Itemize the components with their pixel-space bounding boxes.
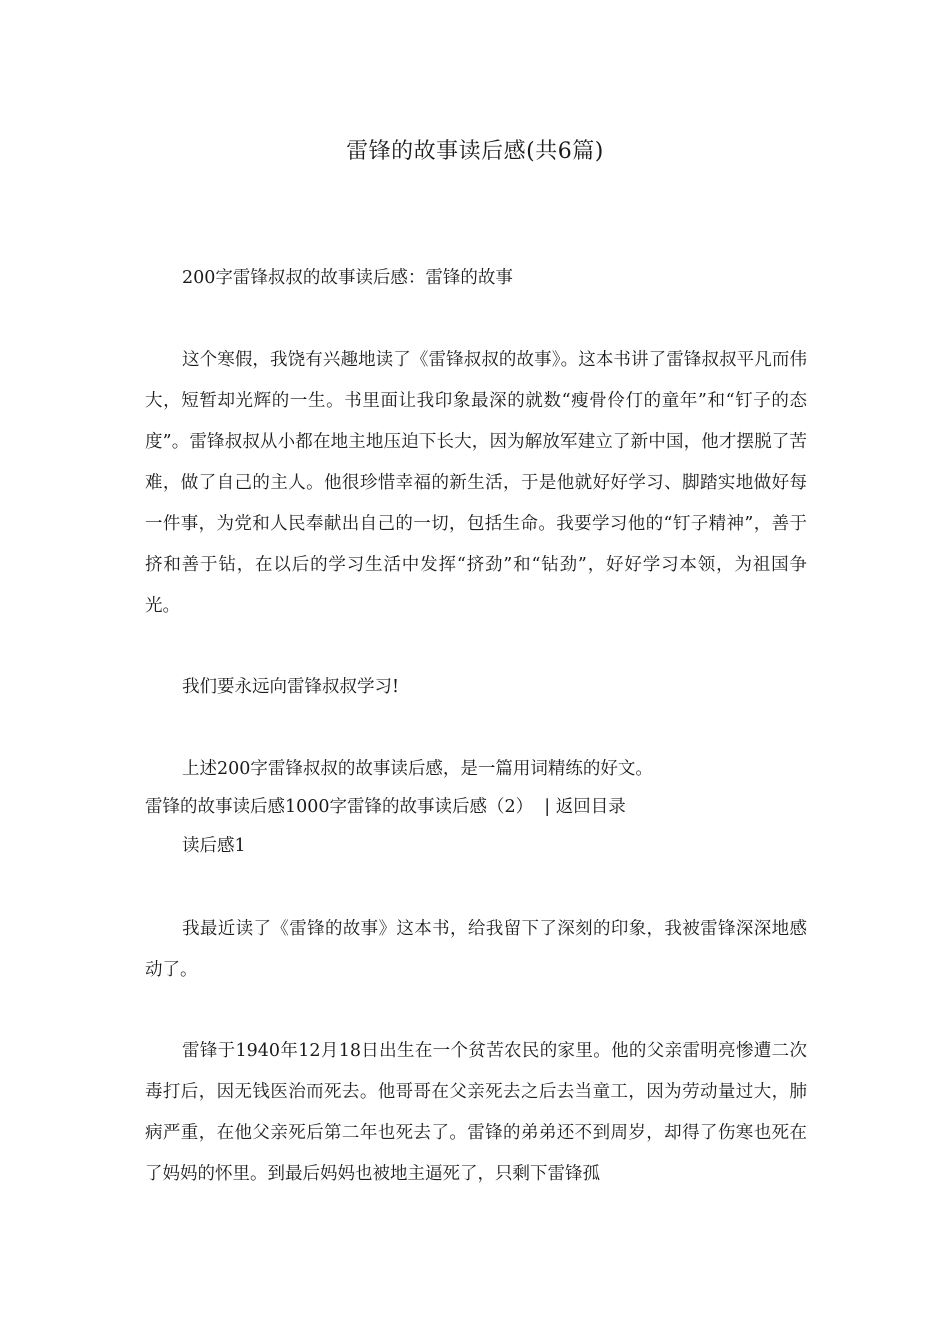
paragraph-1-text: 这个寒假，我饶有兴趣地读了《雷锋叔叔的故事》。这本书讲了雷锋叔叔平凡而伟大，短暂却光辉的一生。书里面让我印象最深的就数“瘦骨伶仃的童年”和“钉子的态度”。雷锋叔叔从小都在地主地压迫下长大，因为解放军建立了新中国，他才摆脱了苦难，做了自己的主人。他很珍惜幸福的新生活，于是他就好好学习、脚踏实地做好每一件事，为党和人民奉献出自己的一切，包括生命。我要学习他的“钉子精神”，善于挤和善于钻，在以后的学习生活中发挥“挤劲”和“钻劲”，好好学习本领，为祖国争光。 <box>145 350 807 616</box>
document-title: 雷锋的故事读后感(共6篇) <box>346 139 604 164</box>
subheading <box>145 258 807 299</box>
paragraph-2-text: 我们要永远向雷锋叔叔学习! <box>182 677 400 697</box>
subheading-text: 200字雷锋叔叔的故事读后感：雷锋的故事 <box>182 268 513 288</box>
paragraph-4 <box>145 909 807 991</box>
nav-line[interactable] <box>145 787 807 828</box>
nav-line-text[interactable]: 雷锋的故事读后感1000字雷锋的故事读后感（2） | 返回目录 <box>145 797 626 817</box>
paragraph-3 <box>145 749 807 790</box>
section-label <box>145 826 807 867</box>
paragraph-2 <box>145 667 807 708</box>
paragraph-5-text: 雷锋于1940年12月18日出生在一个贫苦农民的家里。他的父亲雷明亮惨遭二次毒打后，因无钱医治而死去。他哥哥在父亲死去之后去当童工，因为劳动量过大，肺病严重，在他父亲死后第二年也死去了。雷锋的弟弟还不到周岁，却得了伤寒也死在了妈妈的怀里。到最后妈妈也被地主逼死了，只剩下雷锋孤 <box>145 1041 807 1184</box>
paragraph-1 <box>145 340 807 627</box>
paragraph-4-text: 我最近读了《雷锋的故事》这本书，给我留下了深刻的印象，我被雷锋深深地感动了。 <box>145 919 807 980</box>
paragraph-5 <box>145 1031 807 1195</box>
section-label-text: 读后感1 <box>182 836 246 856</box>
paragraph-3-text: 上述200字雷锋叔叔的故事读后感，是一篇用词精练的好文。 <box>182 759 653 779</box>
